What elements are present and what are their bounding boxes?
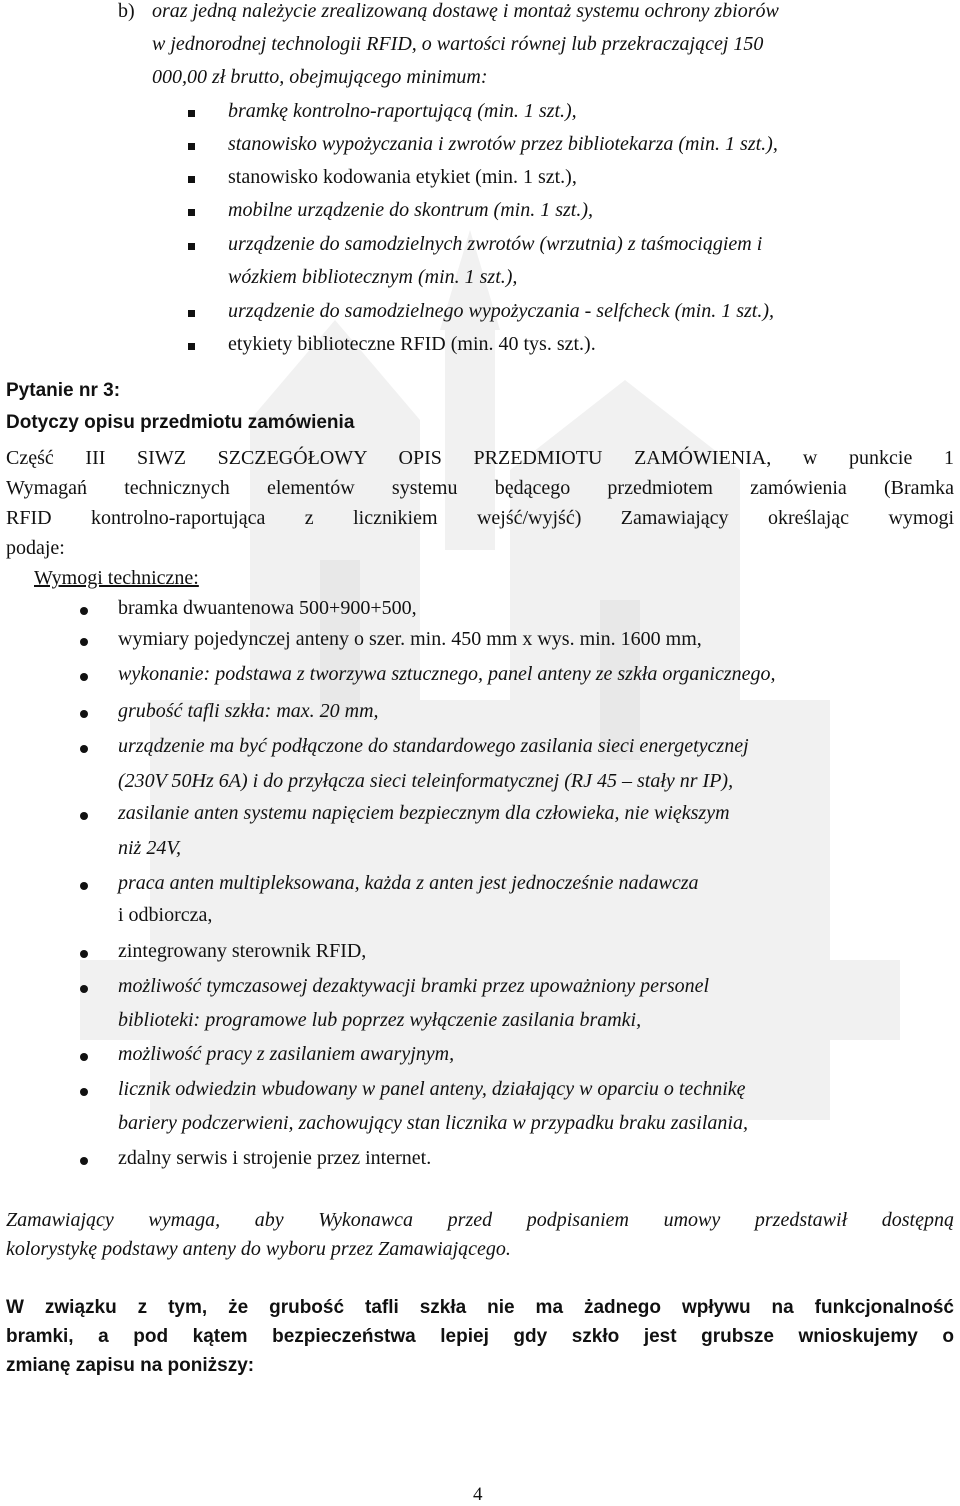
list-item-text: urządzenie do samodzielnych zwrotów (wrzutnia) z taśmociągiem i bbox=[228, 233, 763, 255]
requirements-title: Wymogi techniczne: bbox=[34, 567, 199, 589]
note-line: kolorystykę podstawy anteny do wyboru przez Zamawiającego. bbox=[6, 1238, 511, 1260]
bullet-dot-icon bbox=[80, 638, 88, 646]
requirement-text: licznik odwiedzin wbudowany w panel anteny, działający w oparciu o technikę bbox=[118, 1078, 746, 1100]
requirement-text: niż 24V, bbox=[118, 837, 181, 859]
question-intro-line: Wymagań technicznych elementów systemu będącego przedmiotem zamówienia (Bramka bbox=[6, 477, 954, 499]
bullet-dot-icon bbox=[80, 882, 88, 890]
bullet-dot-icon bbox=[80, 710, 88, 718]
section-b-intro-line: 000,00 zł brutto, obejmującego minimum: bbox=[152, 66, 488, 88]
list-item-text: mobilne urządzenie do skontrum (min. 1 szt.), bbox=[228, 199, 593, 221]
requirement-text: i odbiorcza, bbox=[118, 904, 213, 926]
bullet-dot-icon bbox=[80, 673, 88, 681]
bullet-dot-icon bbox=[80, 607, 88, 615]
requirement-text: biblioteki: programowe lub poprzez wyłączenie zasilania bramki, bbox=[118, 1009, 642, 1031]
conclusion-line: W związku z tym, że grubość tafli szkła nie ma żadnego wpływu na funkcjonalność bbox=[6, 1297, 954, 1318]
bullet-dot-icon bbox=[80, 1053, 88, 1061]
requirement-text: wymiary pojedynczej anteny o szer. min. 450 mm x wys. min. 1600 mm, bbox=[118, 628, 702, 650]
square-bullet-icon bbox=[188, 110, 195, 117]
section-b-label: b) bbox=[118, 0, 135, 22]
square-bullet-icon bbox=[188, 176, 195, 183]
requirement-text: bariery podczerwieni, zachowujący stan licznika w przypadku braku zasilania, bbox=[118, 1112, 748, 1134]
question-number: Pytanie nr 3: bbox=[6, 380, 121, 401]
bullet-dot-icon bbox=[80, 1088, 88, 1096]
requirement-text: zintegrowany sterownik RFID, bbox=[118, 940, 367, 962]
section-b-intro-line: w jednorodnej technologii RFID, o wartości równej lub przekraczającej 150 bbox=[152, 33, 764, 55]
list-item-text: urządzenie do samodzielnego wypożyczania - selfcheck (min. 1 szt.), bbox=[228, 300, 775, 322]
conclusion-line: bramki, a pod kątem bezpieczeństwa lepiej gdy szkło jest grubsze wnioskujemy o bbox=[6, 1326, 954, 1347]
square-bullet-icon bbox=[188, 143, 195, 150]
requirement-text: praca anten multipleksowana, każda z anten jest jednocześnie nadawcza bbox=[118, 872, 699, 894]
requirement-text: możliwość pracy z zasilaniem awaryjnym, bbox=[118, 1043, 455, 1065]
requirement-text: możliwość tymczasowej dezaktywacji bramki przez upoważniony personel bbox=[118, 975, 710, 997]
requirement-text: grubość tafli szkła: max. 20 mm, bbox=[118, 700, 379, 722]
requirement-text: urządzenie ma być podłączone do standardowego zasilania sieci energetycznej bbox=[118, 735, 749, 757]
note-line: Zamawiający wymaga, aby Wykonawca przed podpisaniem umowy przedstawił dostępną bbox=[6, 1209, 954, 1231]
page-number: 4 bbox=[473, 1484, 483, 1505]
bullet-dot-icon bbox=[80, 812, 88, 820]
list-item-text: stanowisko kodowania etykiet (min. 1 szt.), bbox=[228, 166, 577, 188]
section-b-intro-line: oraz jedną należycie zrealizowaną dostawę i montaż systemu ochrony zbiorów bbox=[152, 0, 779, 22]
square-bullet-icon bbox=[188, 310, 195, 317]
bullet-dot-icon bbox=[80, 950, 88, 958]
question-intro-line: Część III SIWZ SZCZEGÓŁOWY OPIS PRZEDMIOTU ZAMÓWIENIA, w punkcie 1 bbox=[6, 447, 954, 469]
question-subject: Dotyczy opisu przedmiotu zamówienia bbox=[6, 412, 355, 433]
bullet-dot-icon bbox=[80, 745, 88, 753]
requirement-text: (230V 50Hz 6A) i do przyłącza sieci teleinformatycznej (RJ 45 – stały nr IP), bbox=[118, 770, 734, 792]
list-item-text: bramkę kontrolno-raportującą (min. 1 szt.), bbox=[228, 100, 577, 122]
list-item-text: etykiety biblioteczne RFID (min. 40 tys. szt.). bbox=[228, 333, 596, 355]
requirement-text: bramka dwuantenowa 500+900+500, bbox=[118, 597, 417, 619]
square-bullet-icon bbox=[188, 343, 195, 350]
question-intro-line: podaje: bbox=[6, 537, 65, 559]
requirement-text: wykonanie: podstawa z tworzywa sztucznego, panel anteny ze szkła organicznego, bbox=[118, 663, 776, 685]
bullet-dot-icon bbox=[80, 985, 88, 993]
requirement-text: zasilanie anten systemu napięciem bezpiecznym dla człowieka, nie większym bbox=[118, 802, 730, 824]
question-intro-line: RFID kontrolno-raportująca z licznikiem wejść/wyjść) Zamawiający określając wymogi bbox=[6, 507, 954, 529]
list-item-text: wózkiem bibliotecznym (min. 1 szt.), bbox=[228, 266, 518, 288]
list-item-text: stanowisko wypożyczania i zwrotów przez bibliotekarza (min. 1 szt.), bbox=[228, 133, 778, 155]
requirement-text: zdalny serwis i strojenie przez internet. bbox=[118, 1147, 432, 1169]
square-bullet-icon bbox=[188, 209, 195, 216]
square-bullet-icon bbox=[188, 243, 195, 250]
bullet-dot-icon bbox=[80, 1157, 88, 1165]
conclusion-line: zmianę zapisu na poniższy: bbox=[6, 1355, 255, 1376]
